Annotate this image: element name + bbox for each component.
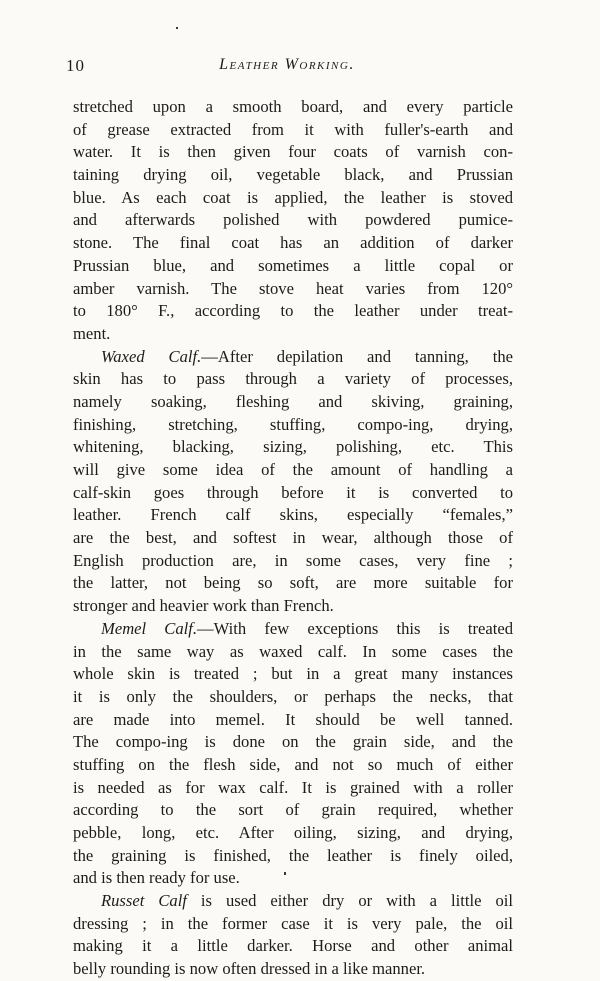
text-line: are the best, and softest in wear, although those of — [73, 528, 513, 548]
text-line: amber varnish. The stove heat varies from 120° — [73, 278, 513, 298]
text-line: pebble, long, etc. After oiling, sizing, and drying, — [73, 823, 513, 842]
text-line: the latter, not being so soft, are more suitable for — [73, 573, 513, 593]
text-line: whole skin is treated ; but in a great many instances — [73, 664, 513, 684]
print-speck — [284, 872, 286, 875]
text-line: calf-skin goes through before it is converted to — [73, 482, 513, 502]
text-line: whitening, blacking, sizing, polishing, etc. This — [73, 437, 513, 457]
text-line: English production are, in some cases, very fine ; — [73, 550, 513, 570]
text-line: The compo-ing is done on the grain side, and the — [73, 732, 513, 752]
text-line: the graining is finished, the leather is finely oiled, — [73, 845, 513, 865]
text-line: and afterwards polished with powdered pumice- — [73, 210, 513, 230]
text-line — [73, 890, 513, 913]
text-line: stuffing on the flesh side, and not so much of either — [73, 754, 513, 774]
section-heading-russet-calf: Russet Calf — [101, 891, 187, 911]
text-line: belly rounding is now often dressed in a like manner. — [73, 959, 426, 979]
paragraph-russet-calf — [73, 890, 513, 981]
body-text — [73, 96, 513, 981]
text-line: are made into memel. It should be well tanned. — [73, 709, 513, 729]
print-speck — [176, 27, 178, 29]
text-line: and is then ready for use. — [73, 868, 240, 888]
text-line — [73, 346, 513, 369]
text-line: stone. The final coat has an addition of darker — [73, 233, 513, 253]
text-run: is used either dry or with a little oil — [186, 891, 513, 911]
section-heading-waxed-calf: Waxed Calf. — [101, 346, 202, 366]
text-line: blue. As each coat is applied, the leather is stoved — [73, 187, 513, 207]
text-line: namely soaking, fleshing and skiving, graining, — [73, 391, 513, 411]
text-line: will give some idea of the amount of handling a — [73, 460, 513, 479]
text-run: —After depilation and tanning, the — [201, 346, 513, 366]
text-line: taining drying oil, vegetable black, and Prussian — [73, 165, 513, 185]
text-line: Prussian blue, and sometimes a little copal or — [73, 255, 513, 275]
page-number: 10 — [66, 56, 85, 75]
text-line: making it a little darker. Horse and other animal — [73, 936, 513, 956]
section-heading-memel-calf: Memel Calf. — [101, 618, 198, 638]
paragraph-waxed-calf — [73, 346, 513, 618]
page-header — [66, 56, 508, 80]
text-line: to 180° F., according to the leather under treat- — [73, 301, 513, 321]
running-head: Leather Working. — [219, 56, 355, 73]
text-line: in the same way as waxed calf. In some cases the — [73, 641, 513, 661]
paragraph-memel-calf — [73, 618, 513, 890]
text-line: is needed as for wax calf. It is grained with a roller — [73, 777, 513, 797]
text-run: —With few exceptions this is treated — [197, 618, 513, 638]
text-line: dressing ; in the former case it is very pale, the oil — [73, 913, 513, 933]
text-line: water. It is then given four coats of varnish con- — [73, 142, 513, 162]
text-line: finishing, stretching, stuffing, compo-ing, drying, — [73, 414, 513, 434]
text-line: of grease extracted from it with fuller's-earth and — [73, 119, 513, 139]
text-line: leather. French calf skins, especially “females,” — [73, 505, 513, 525]
text-line: it is only the shoulders, or perhaps the necks, that — [73, 686, 513, 706]
text-line: stretched upon a smooth board, and every particle — [73, 97, 513, 116]
text-line: according to the sort of grain required, whether — [73, 800, 513, 820]
text-line: stronger and heavier work than French. — [73, 596, 334, 616]
paragraph-1 — [73, 96, 513, 346]
text-line: skin has to pass through a variety of processes, — [73, 369, 513, 389]
text-line: ment. — [73, 323, 111, 343]
text-line — [73, 618, 513, 641]
